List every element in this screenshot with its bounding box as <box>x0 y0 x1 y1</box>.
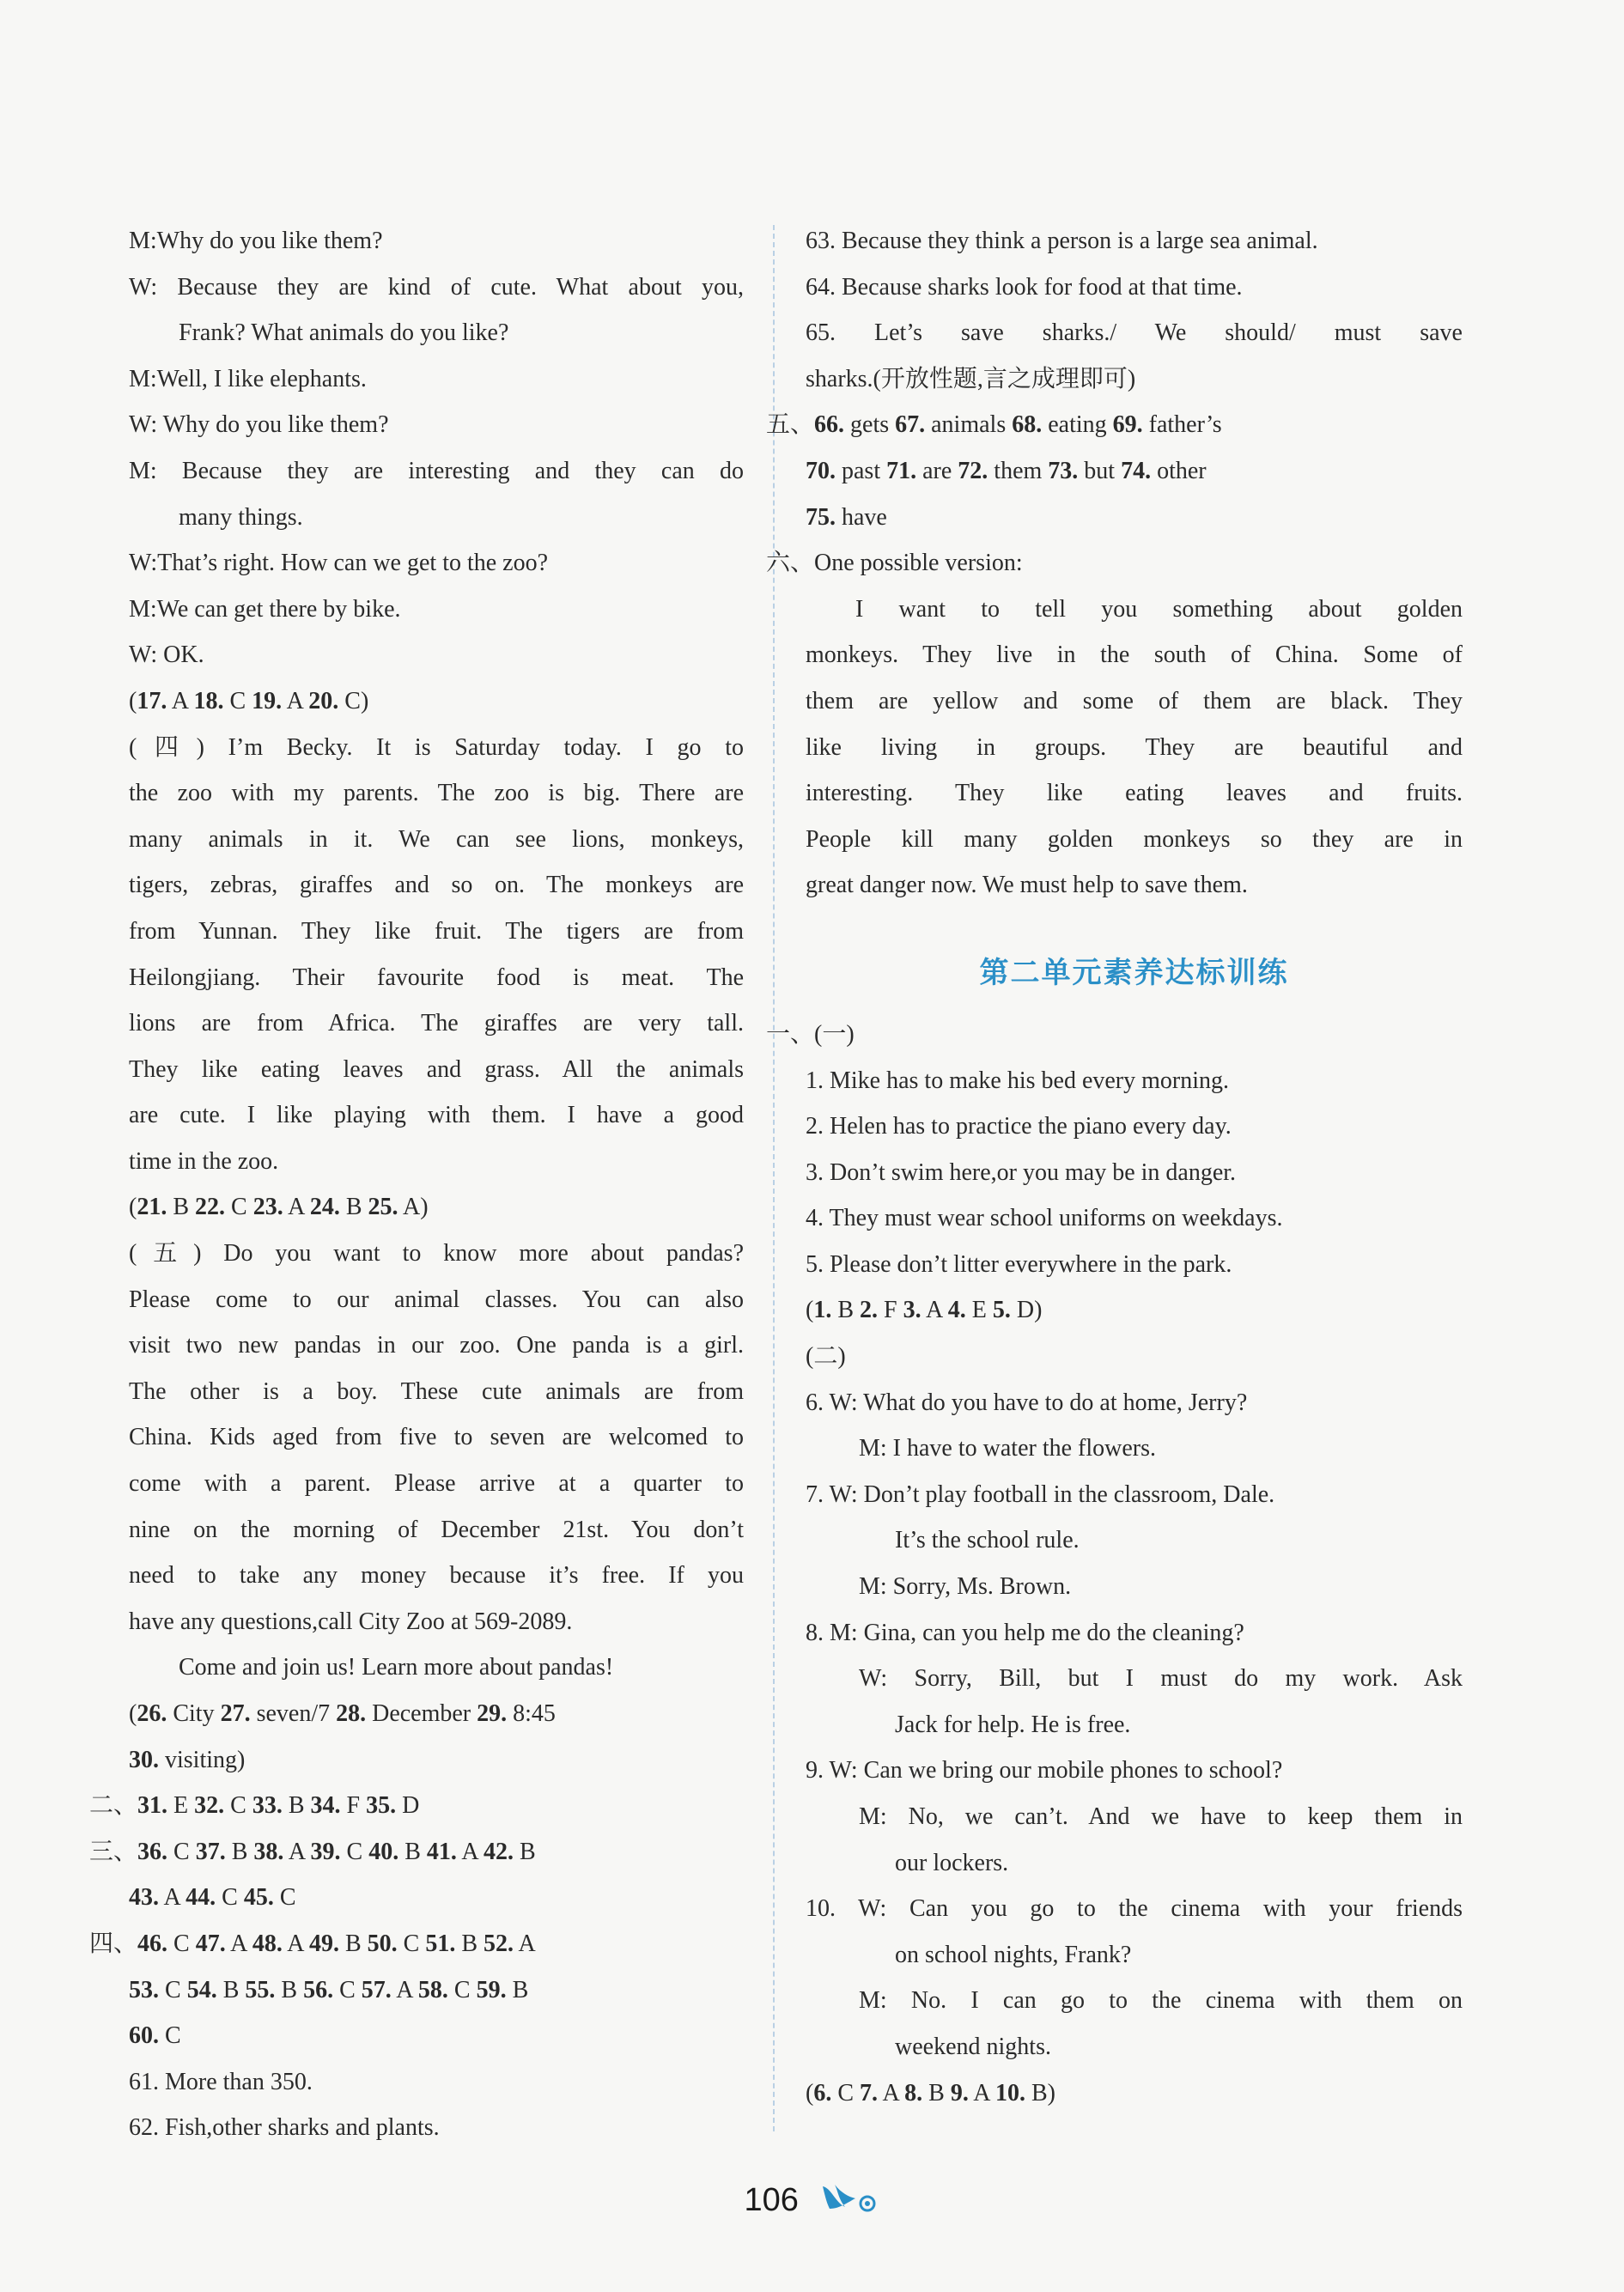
text-line: M: No. I can go to the cinema with them on <box>859 1987 1463 2015</box>
text-line: time in the zoo. <box>129 1147 279 1175</box>
right-column <box>766 218 1463 2116</box>
text-line: The other is a boy. These cute animals are from <box>129 1377 744 1405</box>
text-line: Please come to our animal classes. You can also <box>129 1286 744 1313</box>
text-line: sharks.(开放性题,言之成理即可) <box>806 365 1136 392</box>
text-line: 4. They must wear school uniforms on weekdays. <box>806 1205 1283 1232</box>
text-line: many things. <box>179 503 303 531</box>
text-line: 63. Because they think a person is a large sea animal. <box>806 228 1318 254</box>
text-line: W: Sorry, Bill, but I must do my work. Ask <box>859 1665 1463 1693</box>
text-line: our lockers. <box>895 1849 1009 1876</box>
text-line: need to take any money because it’s free. If you <box>129 1562 744 1590</box>
text-line: 65. Let’s save sharks./ We should/ must save <box>806 319 1463 347</box>
text-line: many animals in it. We can see lions, monkeys, <box>129 825 744 853</box>
text-line: have any questions,call City Zoo at 569-2089. <box>129 1608 573 1635</box>
text-line: come with a parent. Please arrive at a quarter to <box>129 1470 744 1498</box>
text-line: 61. More than 350. <box>129 2068 313 2095</box>
text-line: them are yellow and some of them are black. They <box>806 687 1463 714</box>
text-line: 2. Helen has to practice the piano every day. <box>806 1113 1232 1140</box>
text-line: (6. C 7. A 8. B 9. A 10. B) <box>806 2079 1055 2107</box>
text-line: nine on the morning of December 21st. You don’t <box>129 1516 744 1543</box>
text-line: interesting. They like eating leaves and fruits. <box>806 780 1463 807</box>
text-line: 53. C 54. B 55. B 56. C 57. A 58. C 59. B <box>129 1976 529 2003</box>
text-line: Frank? What animals do you like? <box>179 319 509 347</box>
text-line: on school nights, Frank? <box>895 1941 1132 1968</box>
text-line: 5. Please don’t litter everywhere in the park. <box>806 1250 1232 1278</box>
text-line: (二) <box>806 1343 846 1371</box>
text-line: 1. Mike has to make his bed every morning. <box>806 1067 1230 1094</box>
text-line: People kill many golden monkeys so they are in <box>806 825 1463 853</box>
text-line: 9. W: Can we bring our mobile phones to school? <box>806 1757 1283 1784</box>
text-line: (21. B 22. C 23. A 24. B 25. A) <box>129 1194 429 1221</box>
text-line: 43. A 44. C 45. C <box>129 1884 296 1912</box>
page-number: 106 <box>744 2182 799 2219</box>
left-column <box>89 218 744 2151</box>
text-line: monkeys. They live in the south of China. Some of <box>806 641 1463 669</box>
text-line: are cute. I like playing with them. I have a good <box>129 1102 744 1129</box>
text-line: 70. past 71. are 72. them 73. but 74. other <box>806 457 1207 484</box>
text-line: 五、66. gets 67. animals 68. eating 69. father’s <box>766 411 1222 439</box>
right-bottom-section <box>766 1012 1463 2116</box>
text-line: great danger now. We must help to save them. <box>806 872 1248 899</box>
text-line: M:We can get there by bike. <box>129 595 401 623</box>
text-line: 一、(一) <box>766 1020 855 1048</box>
text-line: 6. W: What do you have to do at home, Jerry? <box>806 1389 1248 1416</box>
text-line: tigers, zebras, giraffes and so on. The monkeys are <box>129 872 744 899</box>
text-line: (26. City 27. seven/7 28. December 29. 8:45 <box>129 1700 556 1727</box>
text-line: 二、31. E 32. C 33. B 34. F 35. D <box>89 1792 420 1820</box>
text-line: weekend nights. <box>895 2033 1051 2060</box>
text-line: the zoo with my parents. The zoo is big. There are <box>129 780 744 807</box>
right-top-section <box>766 218 1463 909</box>
text-line: 60. C <box>129 2022 181 2050</box>
page-footer <box>0 2180 1624 2224</box>
text-line: I want to tell you something about golden <box>855 595 1463 623</box>
text-line: It’s the school rule. <box>895 1527 1080 1554</box>
section-title: 第二单元素养达标训练 <box>979 955 1289 990</box>
text-line: (四) I’m Becky. It is Saturday today. I go to <box>129 733 744 761</box>
text-line: visit two new pandas in our zoo. One panda is a girl. <box>129 1332 744 1359</box>
text-line: W:That’s right. How can we get to the zoo? <box>129 550 549 577</box>
text-line: Heilongjiang. Their favourite food is meat. The <box>129 964 744 991</box>
text-line: (17. A 18. C 19. A 20. C) <box>129 687 369 714</box>
text-line: 8. M: Gina, can you help me do the cleaning? <box>806 1619 1244 1646</box>
text-line: China. Kids aged from five to seven are welcomed to <box>129 1424 744 1451</box>
text-line: M: No, we can’t. And we have to keep them in <box>859 1803 1463 1830</box>
text-line: W: OK. <box>129 641 204 669</box>
text-line: (1. B 2. F 3. A 4. E 5. D) <box>806 1297 1043 1324</box>
text-line: 62. Fish,other sharks and plants. <box>129 2114 440 2142</box>
text-line: like living in groups. They are beautiful and <box>806 733 1463 761</box>
text-line: 64. Because sharks look for food at that time. <box>806 273 1243 301</box>
text-line: 三、36. C 37. B 38. A 39. C 40. B 41. A 42. B <box>89 1838 536 1865</box>
text-line: 75. have <box>806 503 887 531</box>
text-line: Come and join us! Learn more about pandas! <box>179 1654 614 1681</box>
text-line: (五) Do you want to know more about pandas? <box>129 1240 744 1268</box>
text-line: M:Why do you like them? <box>129 228 383 254</box>
text-line: 30. visiting) <box>129 1746 246 1773</box>
text-line: lions are from Africa. The giraffes are very tall. <box>129 1010 744 1037</box>
text-line: M:Well, I like elephants. <box>129 365 367 392</box>
text-line: They like eating leaves and grass. All the animals <box>129 1055 744 1083</box>
text-line: W: Because they are kind of cute. What about you, <box>129 273 744 301</box>
text-line: 10. W: Can you go to the cinema with your friends <box>806 1895 1463 1923</box>
text-line: 7. W: Don’t play football in the classroom, Dale. <box>806 1480 1275 1508</box>
text-line: Jack for help. He is free. <box>895 1711 1131 1738</box>
text-line: M: Because they are interesting and they can do <box>129 457 744 484</box>
text-line: 3. Don’t swim here,or you may be in danger. <box>806 1158 1237 1186</box>
text-line: from Yunnan. They like fruit. The tigers are from <box>129 917 744 945</box>
wave-swirl-icon <box>819 2180 879 2224</box>
text-line: M: Sorry, Ms. Brown. <box>859 1573 1072 1601</box>
text-line: 四、46. C 47. A 48. A 49. B 50. C 51. B 52. A <box>89 1930 536 1957</box>
text-line: M: I have to water the flowers. <box>859 1435 1156 1462</box>
text-line: 六、One possible version: <box>766 550 1023 577</box>
column-divider <box>773 225 775 2131</box>
text-line: W: Why do you like them? <box>129 411 389 439</box>
